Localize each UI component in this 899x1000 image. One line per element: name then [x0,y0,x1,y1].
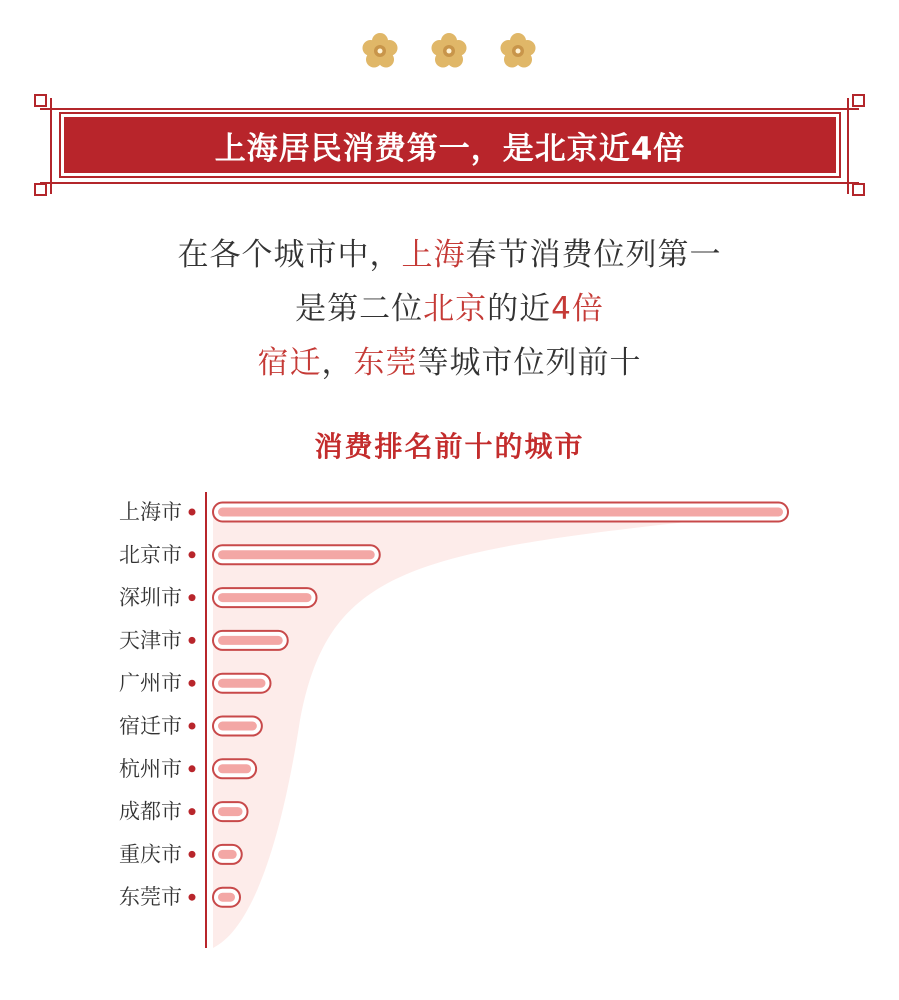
intro-highlight: 4倍 [551,291,604,327]
bar-fill [218,850,237,859]
tick-dot [189,851,196,858]
intro-text: ， [321,345,354,381]
intro-text: 在各个城市中， [177,237,402,273]
bar-chart [0,470,899,960]
intro-highlight: 宿迁 [257,345,322,381]
category-label: 杭州市 [119,756,182,781]
plum-blossom-icon [428,30,470,72]
intro-text: 是第二位 [295,291,424,327]
intro-highlight: 北京 [423,291,488,327]
category-label: 上海市 [119,500,182,524]
intro-text: 的近 [487,291,552,327]
tick-dot [189,637,196,644]
bar-fill [218,636,283,645]
category-label: 重庆市 [119,842,182,867]
bar-fill [218,679,266,688]
frame-corner [34,183,47,196]
bar-fill [218,893,235,902]
category-label: 天津市 [119,628,182,653]
category-label: 北京市 [119,542,182,567]
frame-line-left [50,98,52,194]
frame-corner [34,94,47,107]
intro-highlight: 上海 [401,237,466,273]
plum-blossom-icon [359,30,401,72]
frame-corner [852,183,865,196]
bar-fill [218,550,375,559]
frame-corner [852,94,865,107]
category-label: 成都市 [119,799,182,824]
intro-text: 春节消费位列第一 [465,237,722,273]
category-label: 深圳市 [119,585,182,610]
bar-fill [218,722,257,731]
tick-dot [189,894,196,901]
bar-fill [218,807,243,816]
category-label: 宿迁市 [119,714,182,738]
tick-dot [189,680,196,687]
banner-title: 上海居民消费第一，是北京近4倍 [214,130,686,167]
tick-dot [189,594,196,601]
tick-dot [189,551,196,558]
frame-line-bottom [40,182,859,184]
frame-line-top [40,108,859,110]
intro-line-1 [0,229,899,274]
category-label: 东莞市 [119,885,182,910]
intro-text: 等城市位列前十 [417,345,642,381]
plum-blossom-icon [497,30,539,72]
bar-fill [218,593,312,602]
tick-dot [189,723,196,730]
bar-fill [218,764,251,773]
tick-dot [189,765,196,772]
chart-background-area [213,512,780,948]
intro-highlight: 东莞 [353,345,418,381]
bar-fill [218,508,783,517]
tick-dot [189,509,196,516]
flower-decoration [0,30,899,80]
intro-line-3 [0,337,899,382]
chart-title: 消费排名前十的城市 [314,430,585,463]
category-label: 广州市 [119,671,182,696]
intro-line-2 [0,283,899,328]
tick-dot [189,808,196,815]
title-banner [64,117,836,173]
frame-line-right [847,98,849,194]
